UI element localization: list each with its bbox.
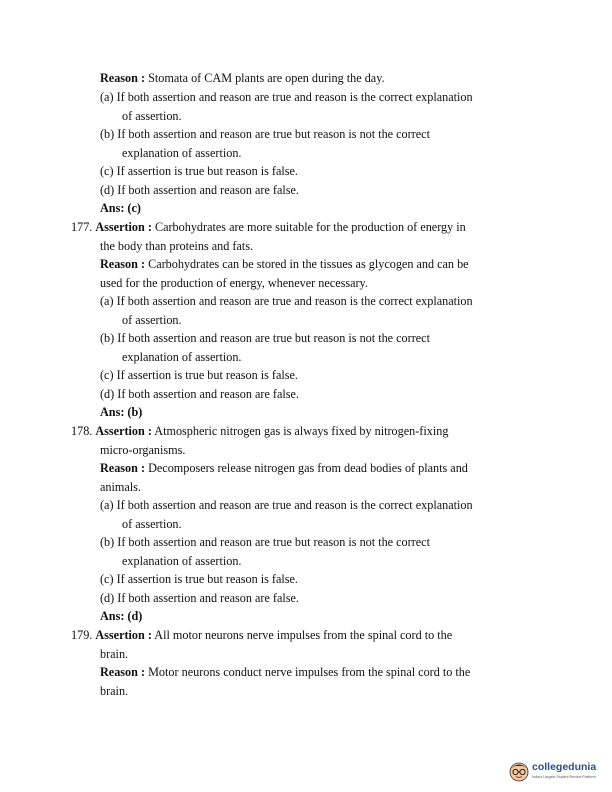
q178-option-b: (b) If both assertion and reason are true but reason is not the correct [100, 535, 430, 549]
q176-reason-label: Reason : [100, 71, 146, 85]
q176-option-b: (b) If both assertion and reason are true but reason is not the correct [100, 127, 430, 141]
collegedunia-logo [508, 758, 608, 786]
q177-option-b: (b) If both assertion and reason are true but reason is not the correct [100, 331, 430, 345]
q176-option-d: (d) If both assertion and reason are false. [100, 183, 299, 197]
q179-assertion-cont: brain. [100, 647, 129, 661]
q176-option-a-cont: of assertion. [122, 109, 182, 123]
q177-assertion [71, 220, 466, 235]
q178-option-b-cont: explanation of assertion. [122, 554, 242, 568]
q178-assertion-text: Atmospheric nitrogen gas is always fixed by nitrogen-fixing [151, 424, 449, 438]
q176-option-a: (a) If both assertion and reason are true and reason is the correct explanation [100, 90, 473, 104]
q177-reason-label: Reason : [100, 257, 146, 271]
q176-option-b-cont: explanation of assertion. [122, 146, 242, 160]
q178-option-d: (d) If both assertion and reason are false. [100, 591, 299, 605]
q177-number: 177. [71, 220, 93, 234]
q177-option-a-cont: of assertion. [122, 313, 182, 327]
q178-answer: Ans: (d) [100, 609, 143, 623]
q178-reason [100, 461, 468, 476]
q178-assertion-cont: micro-organisms. [100, 443, 186, 457]
logo-wordmark: collegedunia [532, 761, 597, 773]
q177-option-b-cont: explanation of assertion. [122, 350, 242, 364]
q177-assertion-cont: the body than proteins and fats. [100, 239, 253, 253]
q178-assertion-label: Assertion : [95, 424, 152, 438]
q177-option-c: (c) If assertion is true but reason is false. [100, 368, 298, 382]
q177-answer: Ans: (b) [100, 405, 143, 419]
q177-reason-cont: used for the production of energy, whenever necessary. [100, 276, 368, 290]
q179-reason-text: Motor neurons conduct nerve impulses from the spinal cord to the [145, 665, 471, 679]
q178-reason-label: Reason : [100, 461, 146, 475]
q178-option-a-cont: of assertion. [122, 517, 182, 531]
q177-assertion-label: Assertion : [95, 220, 152, 234]
q177-option-d: (d) If both assertion and reason are false. [100, 387, 299, 401]
q176-option-c: (c) If assertion is true but reason is false. [100, 164, 298, 178]
q178-reason-cont: animals. [100, 480, 141, 494]
q178-number: 178. [71, 424, 93, 438]
q179-assertion-label: Assertion : [95, 628, 152, 642]
q178-reason-text: Decomposers release nitrogen gas from dead bodies of plants and [145, 461, 468, 475]
q179-reason-cont: brain. [100, 684, 129, 698]
q177-reason-text: Carbohydrates can be stored in the tissues as glycogen and can be [145, 257, 469, 271]
q178-assertion [71, 424, 448, 439]
q176-answer: Ans: (c) [100, 201, 141, 215]
q179-number: 179. [71, 628, 93, 642]
logo-tagline: India's Largest Student Review Platform [532, 775, 596, 779]
q179-assertion-text: All motor neurons nerve impulses from the spinal cord to the [151, 628, 453, 642]
q177-reason [100, 257, 469, 272]
mascot-icon [508, 760, 530, 782]
q176-reason [100, 71, 385, 86]
q178-option-c: (c) If assertion is true but reason is false. [100, 572, 298, 586]
q177-assertion-text: Carbohydrates are more suitable for the production of energy in [151, 220, 466, 234]
q179-assertion [71, 628, 452, 643]
q179-reason [100, 665, 470, 680]
q179-reason-label: Reason : [100, 665, 146, 679]
q176-reason-text: Stomata of CAM plants are open during the day. [145, 71, 385, 85]
q178-option-a: (a) If both assertion and reason are true and reason is the correct explanation [100, 498, 473, 512]
q177-option-a: (a) If both assertion and reason are true and reason is the correct explanation [100, 294, 473, 308]
